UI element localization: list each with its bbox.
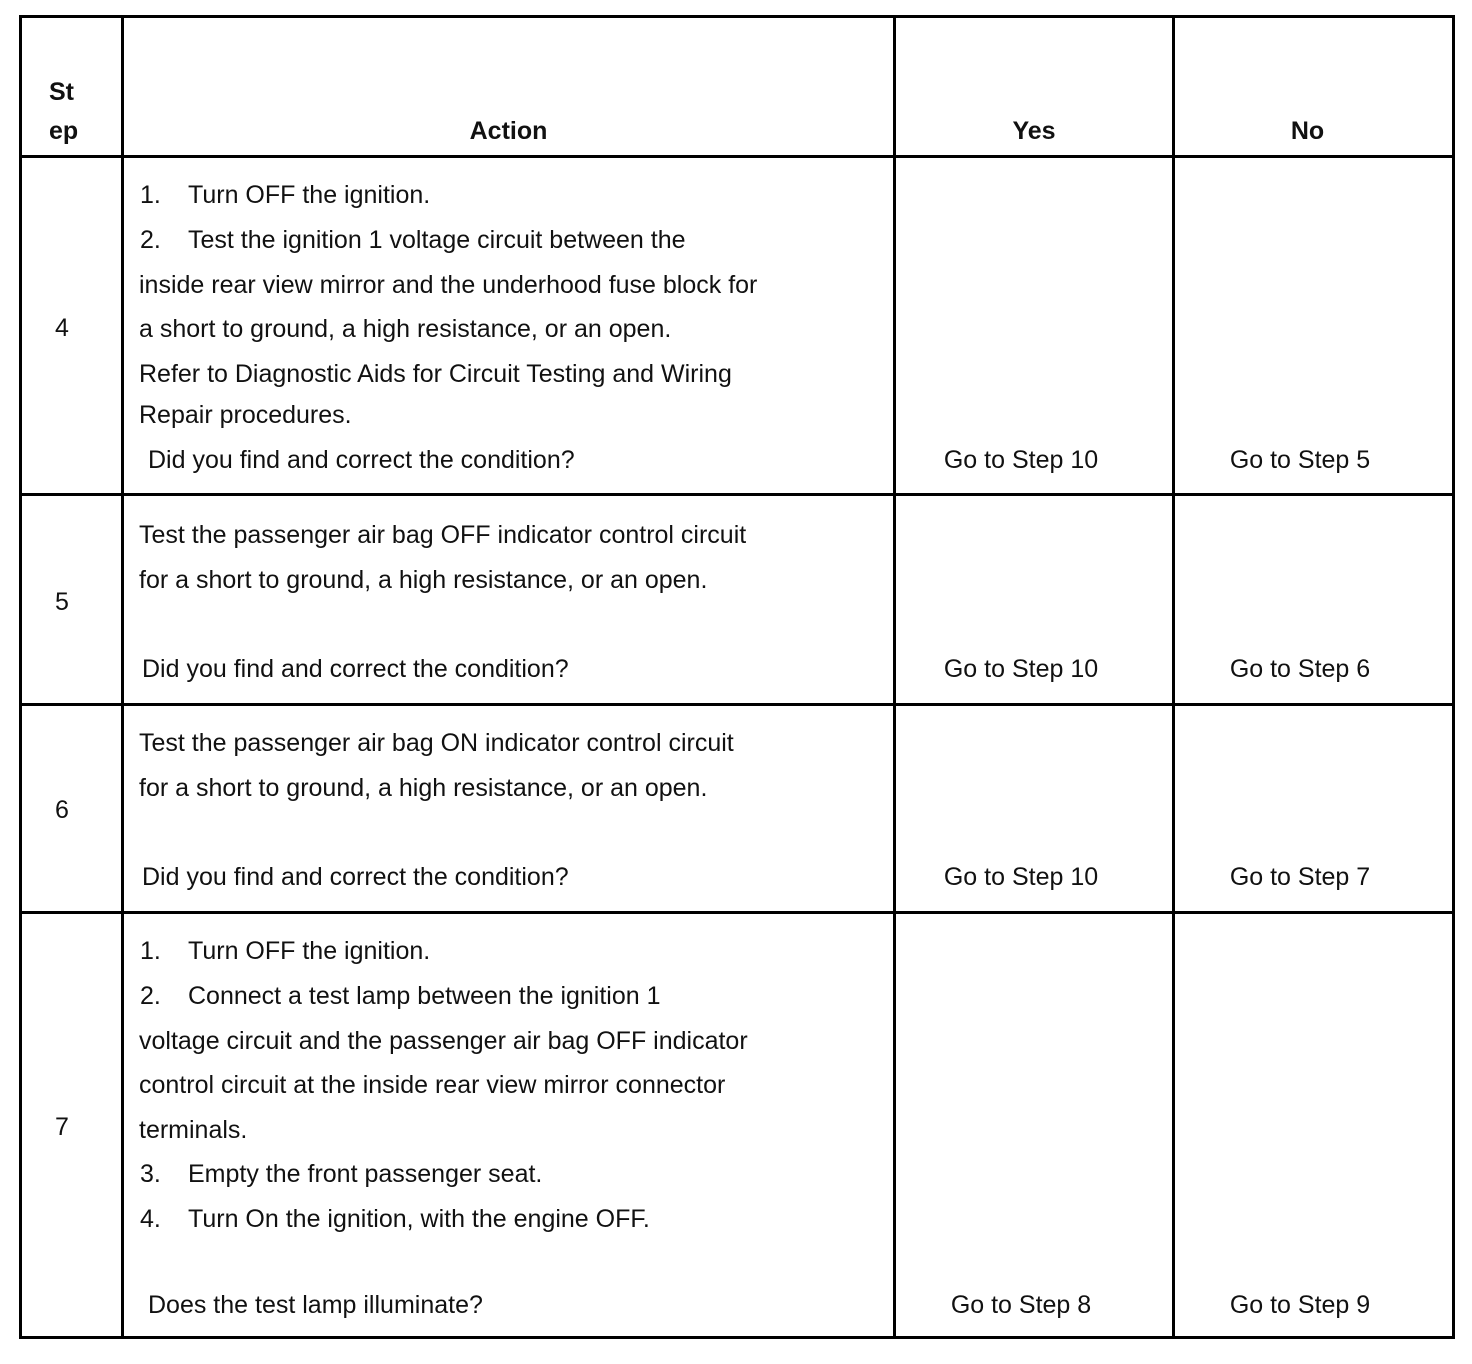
no-result: Go to Step 6 [1229, 655, 1371, 683]
yes-result: Go to Step 10 [943, 863, 1099, 891]
action-line: for a short to ground, a high resistance, or an open. [139, 566, 708, 594]
question: Did you find and correct the condition? [142, 863, 569, 891]
row-divider [22, 155, 1452, 158]
yes-result: Go to Step 8 [950, 1291, 1092, 1319]
question: Did you find and correct the condition? [148, 446, 575, 474]
no-result: Go to Step 7 [1229, 863, 1371, 891]
action-line: Test the passenger air bag OFF indicator control circuit [139, 521, 747, 549]
action-line [140, 225, 686, 255]
action-line [140, 180, 430, 210]
yes-result: Go to Step 10 [943, 655, 1099, 683]
column-divider [121, 18, 124, 1336]
action-line [140, 1159, 542, 1189]
list-number: 1. [140, 937, 161, 965]
question: Does the test lamp illuminate? [148, 1291, 483, 1319]
header-no: No [1290, 117, 1325, 145]
action-text: Test the ignition 1 voltage circuit between the [188, 226, 686, 254]
action-line [140, 936, 430, 966]
question: Did you find and correct the condition? [142, 655, 569, 683]
action-line: voltage circuit and the passenger air bag OFF indicator [139, 1027, 748, 1055]
no-result: Go to Step 9 [1229, 1291, 1371, 1319]
action-line [140, 1204, 650, 1234]
step-number: 7 [55, 1113, 69, 1141]
action-line: control circuit at the inside rear view mirror connector [139, 1071, 726, 1099]
row-divider [22, 703, 1452, 706]
yes-result: Go to Step 10 [943, 446, 1099, 474]
row-divider [22, 493, 1452, 496]
header-action: Action [469, 117, 548, 145]
list-number: 2. [140, 982, 161, 1010]
step-number: 6 [55, 796, 69, 824]
action-text: Connect a test lamp between the ignition 1 [188, 982, 661, 1010]
step-number: 5 [55, 588, 69, 616]
action-text: Empty the front passenger seat. [188, 1160, 543, 1188]
list-number: 1. [140, 181, 161, 209]
step-number: 4 [55, 314, 69, 342]
action-line: Test the passenger air bag ON indicator control circuit [139, 729, 734, 757]
list-number: 3. [140, 1160, 161, 1188]
header-step-line1: St [49, 78, 74, 106]
diagnostic-table [19, 15, 1455, 1339]
action-text: Turn On the ignition, with the engine OFF. [188, 1205, 650, 1233]
header-yes: Yes [1012, 117, 1056, 145]
action-line: a short to ground, a high resistance, or an open. [139, 315, 672, 343]
action-line: inside rear view mirror and the underhood fuse block for [139, 271, 758, 299]
action-text: Turn OFF the ignition. [188, 181, 431, 209]
header-step-line2: ep [49, 117, 79, 145]
list-number: 2. [140, 226, 161, 254]
action-line: terminals. [139, 1116, 248, 1144]
action-line: Repair procedures. [139, 401, 352, 429]
action-line: Refer to Diagnostic Aids for Circuit Testing and Wiring [139, 360, 732, 388]
action-line [140, 981, 661, 1011]
action-line: for a short to ground, a high resistance, or an open. [139, 774, 708, 802]
no-result: Go to Step 5 [1229, 446, 1371, 474]
row-divider [22, 911, 1452, 914]
list-number: 4. [140, 1205, 161, 1233]
action-text: Turn OFF the ignition. [188, 937, 431, 965]
